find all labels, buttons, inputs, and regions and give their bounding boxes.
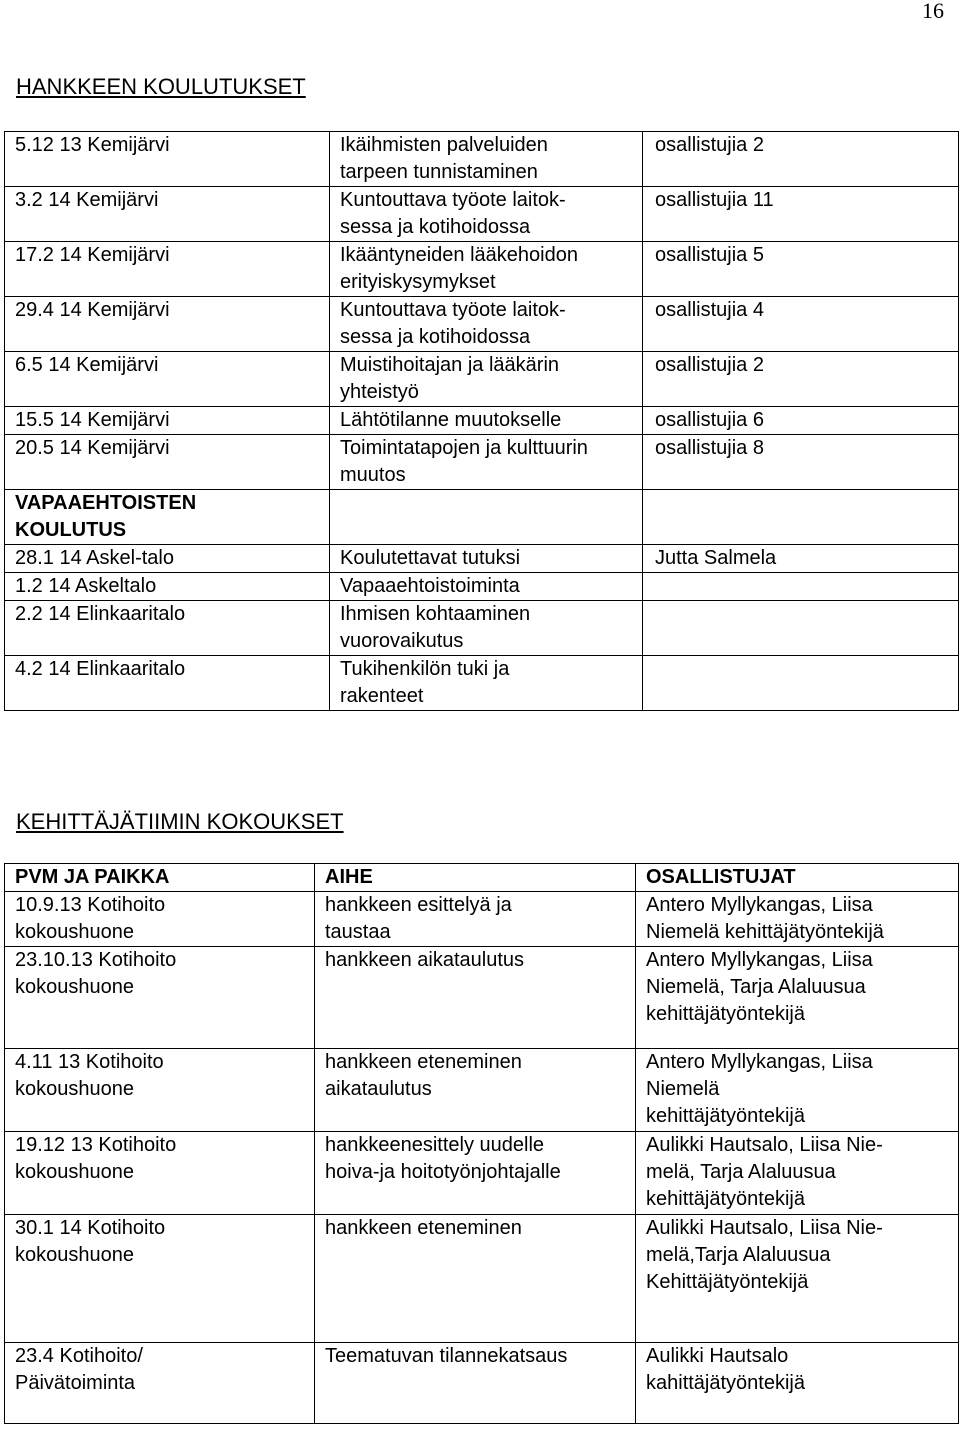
table-row (5, 490, 959, 545)
training-date-place: 5.12 13 Kemijärvi (5, 132, 330, 187)
table-row (5, 132, 959, 187)
meeting-topic: hankkeen aikataulutus (315, 947, 636, 1049)
table-row (5, 1132, 959, 1215)
volunteer-topic: Koulutettavat tutuksi (330, 545, 643, 573)
volunteer-date-place: 1.2 14 Askeltalo (5, 573, 330, 601)
meeting-topic: Teematuvan tilannekatsaus (315, 1343, 636, 1424)
volunteer-trainer (643, 573, 959, 601)
training-topic: Lähtötilanne muutokselle (330, 407, 643, 435)
table-row (5, 892, 959, 947)
meeting-topic: hankkeen eteneminen aikataulutus (315, 1049, 636, 1132)
volunteer-training-heading: VAPAAEHTOISTEN KOULUTUS (5, 490, 330, 545)
table-row (5, 352, 959, 407)
table-header-row (5, 864, 959, 892)
meeting-topic: hankkeen esittelyä ja taustaa (315, 892, 636, 947)
meeting-date-place: 4.11 13 Kotihoito kokoushuone (5, 1049, 315, 1132)
training-date-place: 29.4 14 Kemijärvi (5, 297, 330, 352)
table-row (5, 187, 959, 242)
training-topic: Ikäihmisten palveluiden tarpeen tunnistaminen (330, 132, 643, 187)
meeting-date-place: 30.1 14 Kotihoito kokoushuone (5, 1215, 315, 1343)
volunteer-date-place: 2.2 14 Elinkaaritalo (5, 601, 330, 656)
training-topic: Ikääntyneiden lääkehoidon erityiskysymykset (330, 242, 643, 297)
table-row (5, 947, 959, 1049)
column-header-participants: OSALLISTUJAT (636, 864, 959, 892)
volunteer-topic: Tukihenkilön tuki ja rakenteet (330, 656, 643, 711)
meeting-date-place: 23.4 Kotihoito/ Päivätoiminta (5, 1343, 315, 1424)
meeting-date-place: 23.10.13 Kotihoito kokoushuone (5, 947, 315, 1049)
meeting-date-place: 19.12 13 Kotihoito kokoushuone (5, 1132, 315, 1215)
volunteer-trainer: Jutta Salmela (643, 545, 959, 573)
training-date-place: 20.5 14 Kemijärvi (5, 435, 330, 490)
volunteer-topic: Vapaaehtoistoiminta (330, 573, 643, 601)
meeting-participants: Antero Myllykangas, Liisa Niemelä, Tarja Alaluusua kehittäjätyöntekijä (636, 947, 959, 1049)
table-row (5, 297, 959, 352)
meeting-participants: Antero Myllykangas, Liisa Niemelä kehittäjätyöntekijä (636, 892, 959, 947)
meeting-participants: Aulikki Hautsalo kahittäjätyöntekijä (636, 1343, 959, 1424)
meeting-participants: Antero Myllykangas, Liisa Niemelä kehittäjätyöntekijä (636, 1049, 959, 1132)
volunteer-trainer (643, 656, 959, 711)
training-participants: osallistujia 6 (643, 407, 959, 435)
meeting-topic: hankkeenesittely uudelle hoiva-ja hoitotyönjohtajalle (315, 1132, 636, 1215)
training-date-place: 15.5 14 Kemijärvi (5, 407, 330, 435)
column-header-topic: AIHE (315, 864, 636, 892)
meeting-participants: Aulikki Hautsalo, Liisa Nie- melä,Tarja Alaluusua Kehittäjätyöntekijä (636, 1215, 959, 1343)
training-participants: osallistujia 8 (643, 435, 959, 490)
meeting-date-place: 10.9.13 Kotihoito kokoushuone (5, 892, 315, 947)
volunteer-date-place: 28.1 14 Askel-talo (5, 545, 330, 573)
table-row (5, 545, 959, 573)
volunteer-date-place: 4.2 14 Elinkaaritalo (5, 656, 330, 711)
table-row (5, 435, 959, 490)
page-number: 16 (922, 0, 944, 23)
training-topic: Muistihoitajan ja lääkärin yhteistyö (330, 352, 643, 407)
training-topic: Kuntouttava työote laitok- sessa ja kotihoidossa (330, 187, 643, 242)
volunteer-topic: Ihmisen kohtaaminen vuorovaikutus (330, 601, 643, 656)
meeting-topic: hankkeen eteneminen (315, 1215, 636, 1343)
training-participants: osallistujia 2 (643, 352, 959, 407)
empty-cell (330, 490, 643, 545)
training-date-place: 6.5 14 Kemijärvi (5, 352, 330, 407)
empty-cell (643, 490, 959, 545)
table-row (5, 1343, 959, 1424)
training-participants: osallistujia 11 (643, 187, 959, 242)
training-date-place: 17.2 14 Kemijärvi (5, 242, 330, 297)
table-row (5, 573, 959, 601)
training-participants: osallistujia 2 (643, 132, 959, 187)
table-row (5, 407, 959, 435)
column-header-date-place: PVM JA PAIKKA (5, 864, 315, 892)
meeting-participants: Aulikki Hautsalo, Liisa Nie- melä, Tarja Alaluusua kehittäjätyöntekijä (636, 1132, 959, 1215)
meetings-table (4, 863, 959, 1424)
table-row (5, 1215, 959, 1343)
trainings-heading: HANKKEEN KOULUTUKSET (16, 74, 306, 99)
meetings-heading: KEHITTÄJÄTIIMIN KOKOUKSET (16, 809, 344, 834)
trainings-table (4, 131, 959, 711)
table-row (5, 601, 959, 656)
table-row (5, 656, 959, 711)
table-row (5, 242, 959, 297)
training-topic: Toimintatapojen ja kulttuurin muutos (330, 435, 643, 490)
training-date-place: 3.2 14 Kemijärvi (5, 187, 330, 242)
training-topic: Kuntouttava työote laitok- sessa ja kotihoidossa (330, 297, 643, 352)
training-participants: osallistujia 4 (643, 297, 959, 352)
table-row (5, 1049, 959, 1132)
training-participants: osallistujia 5 (643, 242, 959, 297)
volunteer-trainer (643, 601, 959, 656)
